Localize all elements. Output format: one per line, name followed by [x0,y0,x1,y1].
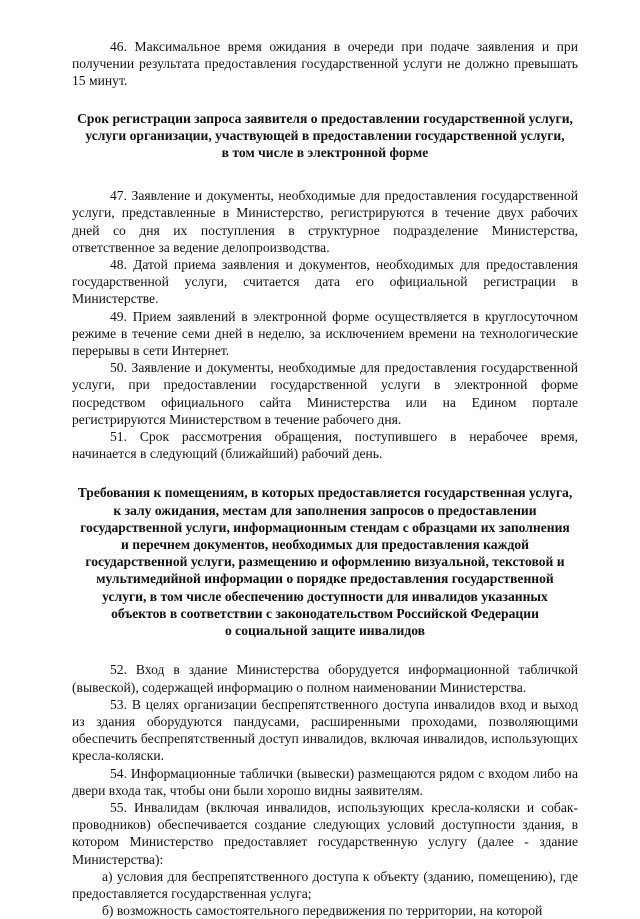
paragraph-55-b: б) возможность самостоятельного передвижения по территории, на которой [102,903,543,919]
heading-line: мультимедийной информации о порядке предоставления государственной [96,571,554,587]
heading-line: услуги, в том числе обеспечению доступности для инвалидов указанных [102,588,548,604]
paragraph-54: 54. Информационные таблички (вывески) размещаются рядом с входом либо на двери входа так, чтобы они были хорошо видны заявителям. [72,765,578,798]
heading-line: Требования к помещениям, в которых предоставляется государственная услуга, [77,485,573,501]
paragraph-48: 48. Датой приема заявления и документов, необходимых для предоставления государственной услуги, считается дата его официальной регистрации в Министерстве. [72,257,578,307]
section-heading-registration [72,110,578,162]
heading-line: объектов в соответствии с законодательством Российской Федерации [111,605,539,621]
heading-line: государственной услуги, информационным стендам с образцами их заполнения [80,519,570,535]
heading-line: и перечнем документов, необходимых для предоставления каждой [121,537,529,553]
heading-line: услуги организации, участвующей в предоставлении государственной услуги, [85,127,565,143]
paragraph-51: 51. Срок рассмотрения обращения, поступившего в нерабочее время, начинается в следующий (ближайший) рабочий день. [72,429,578,462]
section-heading-premises [72,484,578,639]
paragraph-55: 55. Инвалидам (включая инвалидов, использующих кресла-коляски и собак-проводников) обеспечивается создание следующих условий доступности здания, в котором Министерство предоставляет государственную услугу (далее - здание Министерства): [72,799,578,867]
paragraph-50: 50. Заявление и документы, необходимые для предоставления государственной услуги, при предоставлении государственной услуги в электронной форме посредством официального сайта Министерства или на Едином портале регистрируются Министерством в течение рабочего дня. [72,360,578,427]
heading-line: в том числе в электронной форме [221,145,429,161]
paragraph-47: 47. Заявление и документы, необходимые для предоставления государственной услуги, представленные в Министерство, регистрируются в течение двух рабочих дней со дня их поступления в структурное подразделение Министерства, ответственное за ведение делопроизводства. [72,188,578,255]
heading-line: о социальной защите инвалидов [224,623,426,639]
paragraph-49: 49. Прием заявлений в электронной форме осуществляется в круглосуточном режиме в течение семи дней в неделю, за исключением времени на технологические перерывы в сети Интернет. [72,308,578,359]
paragraph-53: 53. В целях организации беспрепятственного доступа инвалидов вход и выход из здания оборудуются пандусами, расширенными проходами, позволяющими обеспечить беспрепятственный доступ инвалидов, включая инвалидов, использующих кресла-коляски. [72,696,578,764]
heading-line: государственной услуги, размещению и оформлению визуальной, текстовой и [85,554,565,570]
paragraph-52: 52. Вход в здание Министерства оборудуется информационной табличкой (вывеской), содержащей информацию о полном наименовании Министерства. [72,662,578,695]
paragraph-46: 46. Максимальное время ожидания в очереди при подаче заявления и при получении результата предоставления государственной услуги не должно превышать 15 минут. [72,39,578,89]
heading-line: к залу ожидания, местам для заполнения запросов о предоставлении [113,502,537,518]
paragraph-55-a: а) условия для беспрепятственного доступа к объекту (зданию, помещению), где предоставляется государственная услуга; [72,868,578,901]
heading-line: Срок регистрации запроса заявителя о предоставлении государственной услуги, [77,110,573,126]
